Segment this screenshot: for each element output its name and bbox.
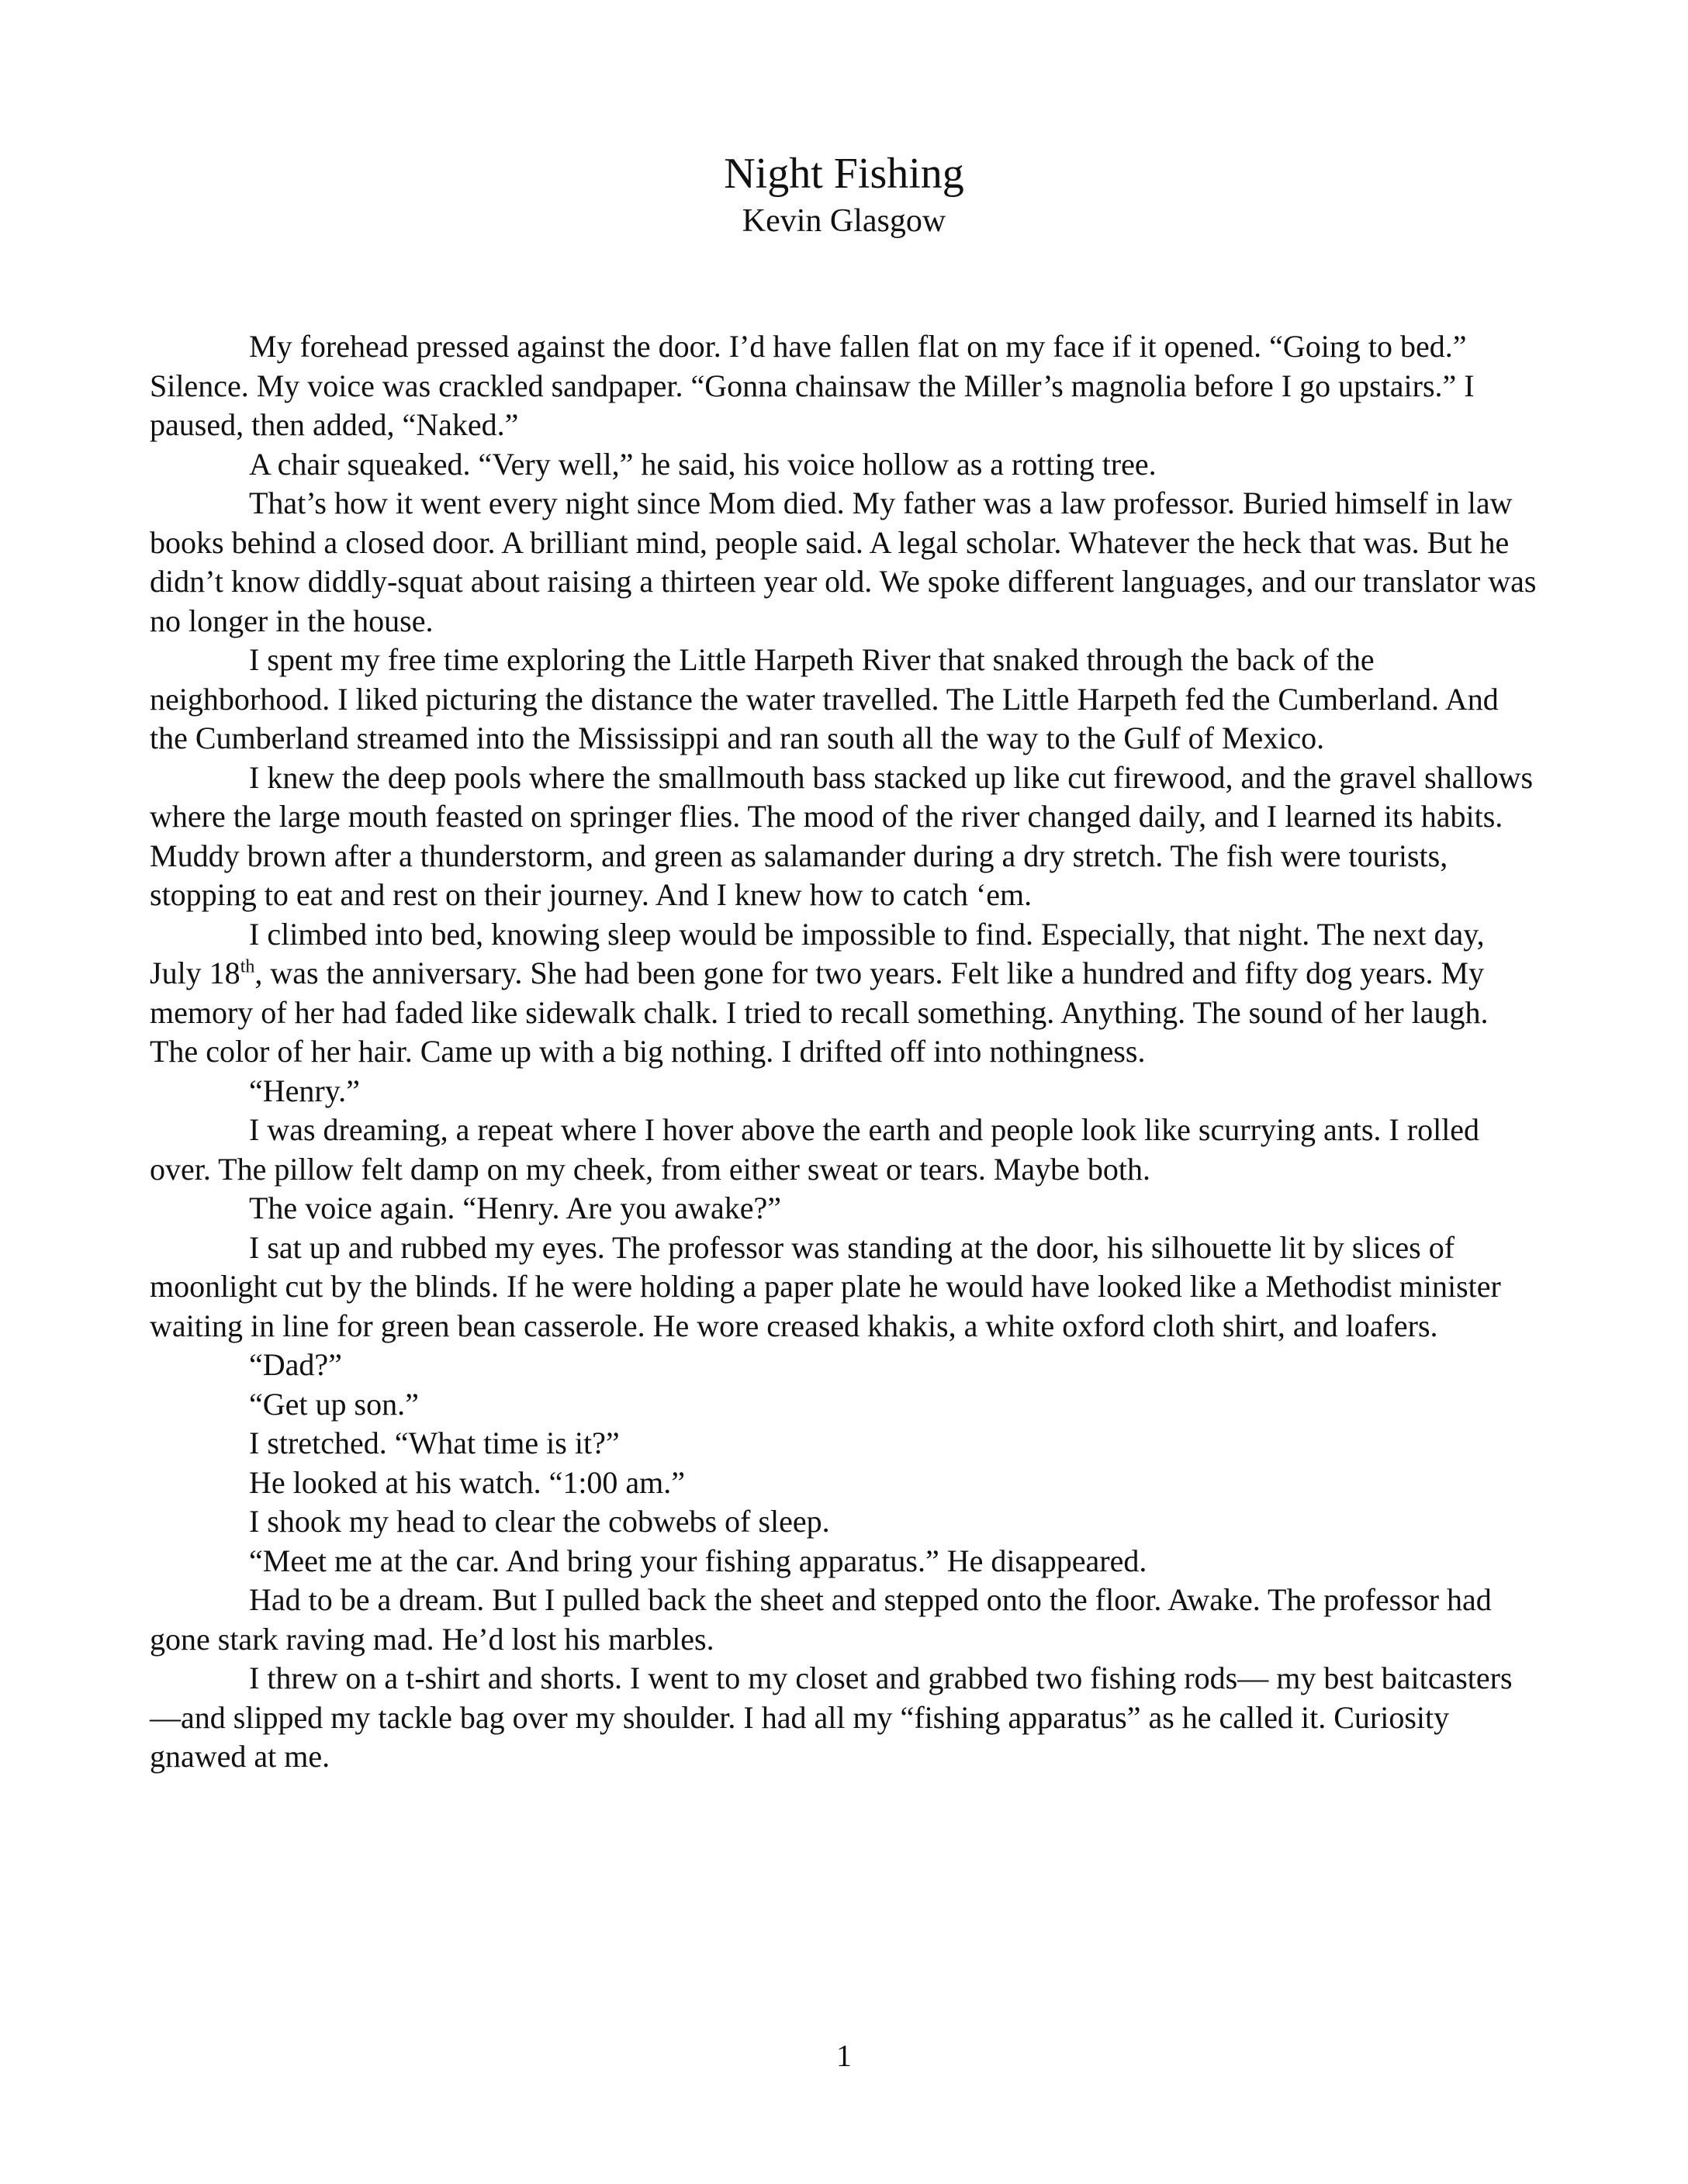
author-name: Kevin Glasgow [742, 203, 946, 239]
paragraph: The voice again. “Henry. Are you awake?” [249, 1190, 781, 1225]
ordinal-suffix: th [240, 956, 255, 977]
paragraph: Had to be a dream. But I pulled back the sheet and stepped onto the floor. Awake. The professor had gone stark raving mad. He’d lost his marbles. [150, 1582, 1492, 1657]
paragraph [150, 915, 1538, 1072]
paragraph: I threw on a t-shirt and shorts. I went to my closet and grabbed two fishing rods— my best baitcasters—and slipped my tackle bag over my shoulder. I had all my “fishing apparatus” as he called it. Curiosity gnawed at me. [150, 1660, 1513, 1774]
paragraph: That’s how it went every night since Mom died. My father was a law professor. Buried himself in law books behind a closed door. A brilliant mind, people said. A legal scholar. Whatever the heck that was. But he didn’t know diddly-squat about raising a thirteen year old. We spoke different languages, and our translator was no longer in the house. [150, 486, 1537, 638]
paragraph: A chair squeaked. “Very well,” he said, his voice hollow as a rotting tree. [249, 446, 1157, 482]
paragraph-text: , was the anniversary. She had been gone for two years. Felt like a hundred and fifty dog years. My memory of her had faded like sidewalk chalk. I tried to recall something. Anything. The sound of her laugh. The color of her hair. Came up with a big nothing. I drifted off into nothingness. [150, 955, 1489, 1069]
paragraph: “Henry.” [249, 1073, 360, 1108]
paragraph: I was dreaming, a repeat where I hover above the earth and people look like scurrying ants. I rolled over. The pillow felt damp on my cheek, from either sweat or tears. Maybe both. [150, 1112, 1480, 1187]
paragraph: “Dad?” [249, 1347, 342, 1382]
paragraph: I spent my free time exploring the Little Harpeth River that snaked through the back of the neighborhood. I liked picturing the distance the water travelled. The Little Harpeth fed the Cumberland. And the Cumberland streamed into the Mississippi and ran south all the way to the Gulf of Mexico. [150, 642, 1499, 755]
paragraph: “Get up son.” [249, 1386, 419, 1422]
paragraph-text: I climbed into bed, knowing sleep would be impossible to find. Especially, that night. The next day, July 18 [150, 916, 1485, 990]
paragraph: He looked at his watch. “1:00 am.” [249, 1464, 686, 1500]
paragraph: I knew the deep pools where the smallmouth bass stacked up like cut firewood, and the gravel shallows where the large mouth feasted on springer flies. The mood of the river changed daily, and I learned its habits. Muddy brown after a thunderstorm, and green as salamander during a dry stretch. The fish were tourists, stopping to eat and rest on their journey. And I knew how to catch ‘em. [150, 759, 1534, 912]
paragraph: “Meet me at the car. And bring your fishing apparatus.” He disappeared. [249, 1543, 1147, 1578]
page-number: 1 [836, 2038, 852, 2073]
paragraph: My forehead pressed against the door. I’d have fallen flat on my face if it opened. “Going to bed.” Silence. My voice was crackled sandpaper. “Gonna chainsaw the Miller’s magnolia before I go upstairs.” I paused, then added, “Naked.” [150, 329, 1475, 442]
paragraph: I stretched. “What time is it?” [249, 1425, 620, 1460]
story-body [150, 327, 1538, 1777]
paragraph: I shook my head to clear the cobwebs of sleep. [249, 1504, 830, 1539]
paragraph: I sat up and rubbed my eyes. The professor was standing at the door, his silhouette lit by slices of moonlight cut by the blinds. If he were holding a paper plate he would have looked like a Methodist minister waiting in line for green bean casserole. He wore creased khakis, a white oxford cloth shirt, and loafers. [150, 1229, 1501, 1343]
document-title: Night Fishing [724, 150, 964, 198]
